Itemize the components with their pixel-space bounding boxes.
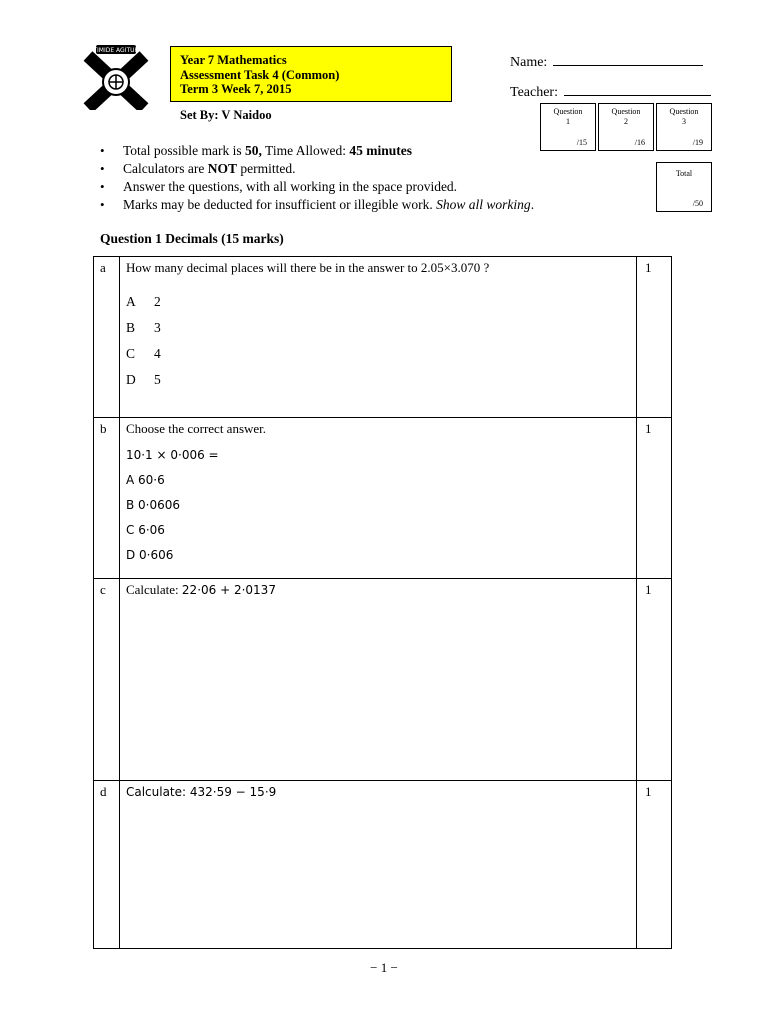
instructions-list	[100, 142, 534, 214]
option-d[interactable]: D 0·606	[125, 548, 174, 562]
score-box-number: 1	[566, 116, 570, 126]
option-a[interactable]: A 2	[125, 294, 161, 309]
question-mark: 1	[637, 579, 672, 781]
score-box-question-1	[540, 103, 596, 151]
title-box	[170, 46, 452, 102]
instruction-item: • Marks may be deducted for insufficient or illegible work. Show all working.	[100, 196, 534, 214]
question-expression: 22·06 + 2·0137	[181, 583, 276, 597]
score-box-total	[656, 162, 712, 212]
question-mark: 1	[637, 257, 672, 418]
question-letter: a	[94, 257, 120, 418]
question-row-c	[94, 579, 672, 781]
option-c[interactable]: C 6·06	[125, 523, 165, 537]
question-row-d	[94, 781, 672, 949]
question-letter: b	[94, 418, 120, 579]
question-expression: 432·59 − 15·9	[189, 785, 277, 799]
option-d[interactable]: D 5	[125, 372, 161, 387]
score-box-question-3	[656, 103, 712, 151]
score-box-label: Question	[669, 107, 699, 116]
instruction-item: • Calculators are NOT permitted.	[100, 160, 534, 178]
question-mark: 1	[637, 418, 672, 579]
school-logo	[78, 44, 154, 110]
question-body	[119, 418, 636, 579]
total-label: Total	[675, 169, 693, 178]
question-body[interactable]	[119, 579, 636, 781]
section-heading: Question 1 Decimals (15 marks)	[100, 231, 284, 246]
question-letter: d	[94, 781, 120, 949]
teacher-field[interactable]	[510, 83, 711, 101]
question-row-b	[94, 418, 672, 579]
total-max: /50	[692, 199, 703, 208]
page-number: − 1 −	[370, 960, 398, 975]
question-text: Calculate:	[125, 785, 190, 799]
instruction-item: • Answer the questions, with all working in the space provided.	[100, 178, 534, 196]
option-b[interactable]: B 3	[125, 320, 161, 335]
question-mark: 1	[637, 781, 672, 949]
score-box-number: 3	[682, 116, 686, 126]
option-c[interactable]: C 4	[125, 346, 161, 361]
score-box-max: /16	[634, 138, 645, 147]
question-body[interactable]	[119, 781, 636, 949]
question-text: Calculate:	[125, 582, 182, 597]
option-a[interactable]: A 60·6	[125, 473, 165, 487]
question-body	[119, 257, 636, 418]
score-box-max: /15	[576, 138, 587, 147]
teacher-underline[interactable]	[564, 83, 711, 96]
teacher-label: Teacher:	[510, 85, 558, 100]
instruction-item: • Total possible mark is 50, Time Allowed: 45 minutes	[100, 142, 534, 160]
logo-banner-text: TIMIDE AGITUR	[93, 47, 139, 54]
title-line-3: Term 3 Week 7, 2015	[180, 82, 292, 96]
score-box-question-2	[598, 103, 654, 151]
score-box-label: Question	[611, 107, 641, 116]
title-line-2: Assessment Task 4 (Common)	[180, 67, 340, 82]
set-by: Set By: V Naidoo	[180, 108, 272, 122]
score-box-max: /19	[692, 138, 703, 147]
question-letter: c	[94, 579, 120, 781]
question-text: How many decimal places will there be in the answer to 2.05×3.070 ?	[125, 260, 490, 275]
score-box-number: 2	[624, 116, 628, 126]
question-table	[93, 256, 672, 949]
option-b[interactable]: B 0·0606	[125, 498, 181, 512]
question-expression: 10·1 × 0·006 =	[125, 448, 219, 462]
name-underline[interactable]	[553, 53, 703, 66]
score-box-label: Question	[553, 107, 583, 116]
name-field[interactable]	[510, 53, 703, 71]
name-label: Name:	[510, 55, 548, 70]
title-line-1: Year 7 Mathematics	[180, 53, 287, 67]
question-row-a	[94, 257, 672, 418]
question-text: Choose the correct answer.	[125, 421, 267, 436]
